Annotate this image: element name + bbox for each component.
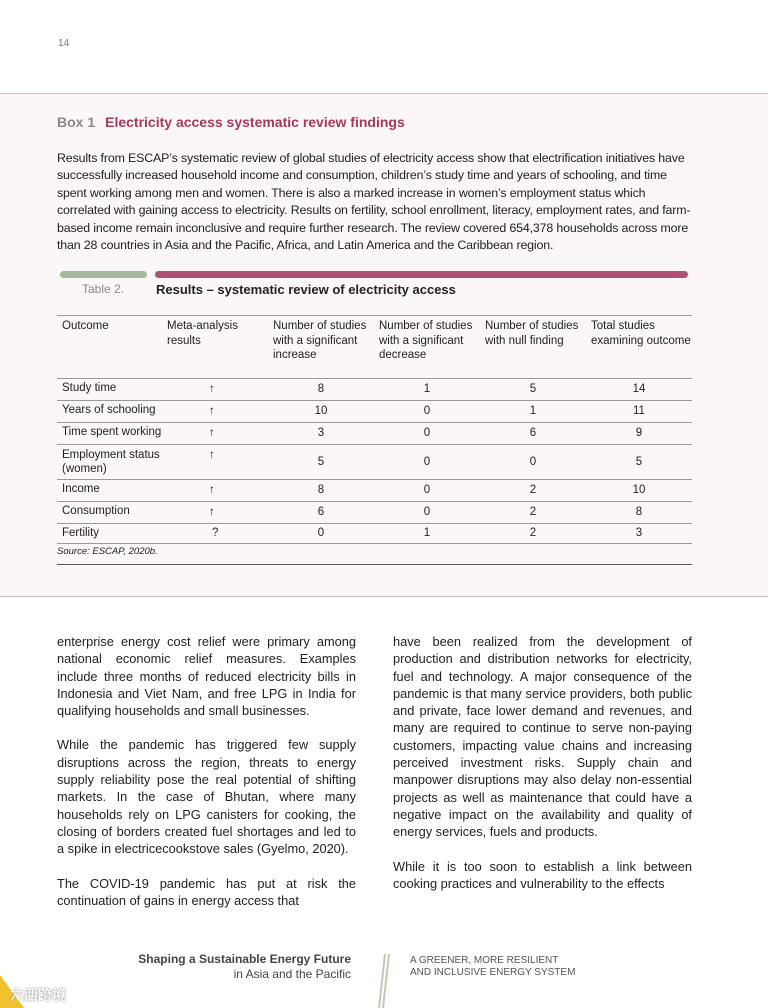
- header-total: Total studies examining outcome: [591, 320, 691, 347]
- cell-null: 2: [529, 484, 537, 496]
- cell-null: 5: [529, 383, 537, 395]
- cell-total: 11: [633, 405, 645, 417]
- table-accent-bar-rose: [155, 271, 688, 278]
- table-row: [57, 445, 692, 479]
- up-arrow-icon: ↑: [209, 427, 215, 439]
- cell-null: 1: [529, 405, 537, 417]
- cell-total: 8: [635, 506, 643, 518]
- cell-total: 5: [635, 456, 643, 468]
- cell-null: 0: [529, 456, 537, 468]
- table-source: Source: ESCAP, 2020b.: [57, 546, 158, 557]
- box-title: Electricity access systematic review findings: [105, 114, 405, 130]
- table-top-rule: [57, 315, 692, 316]
- cell-increase: 0: [317, 527, 325, 539]
- box-heading: [57, 114, 405, 130]
- cell-outcome: Study time: [62, 382, 117, 394]
- table-bottom-rule: [57, 564, 692, 565]
- page-number: 14: [58, 38, 70, 49]
- table-title: Results – systematic review of electricity access: [156, 282, 456, 297]
- up-arrow-icon: ↑: [209, 383, 215, 395]
- body-column-right: [393, 633, 692, 909]
- table-label: Table 2.: [82, 282, 125, 296]
- cell-increase: 5: [317, 456, 325, 468]
- header-decrease: Number of studies with a significant decrease: [379, 320, 473, 362]
- paragraph: While it is too soon to establish a link between cooking practices and vulnerability to the effects: [393, 858, 692, 891]
- footer-section-line1: A GREENER, MORE RESILIENT: [410, 955, 559, 966]
- cell-outcome: Income: [62, 483, 100, 495]
- cell-increase: 10: [314, 405, 328, 417]
- cell-total: 14: [632, 383, 646, 395]
- watermark-text: 六西跨境: [10, 987, 66, 1003]
- cell-null: 6: [529, 427, 537, 439]
- cell-decrease: 0: [423, 456, 431, 468]
- header-meta: Meta-analysis results: [167, 320, 238, 347]
- cell-increase: 3: [317, 427, 325, 439]
- row-divider: [57, 543, 692, 544]
- cell-meta: ?: [212, 527, 219, 539]
- footer-section-title: [410, 955, 575, 979]
- up-arrow-icon: ↑: [209, 449, 215, 461]
- paragraph: While the pandemic has triggered few supply disruptions across the region, threats to energy supply reliability pose the real potential of shifting markets. In the case of Bhutan, where many households rely on LPG canisters for cooking, the closing of borders created fuel shortages and led to a spike in electricecookstove sales (Gyelmo, 2020).: [57, 737, 356, 857]
- cell-increase: 8: [317, 484, 325, 496]
- cell-total: 9: [635, 427, 643, 439]
- cell-null: 2: [529, 506, 537, 518]
- header-outcome: Outcome: [62, 320, 109, 332]
- cell-decrease: 1: [423, 527, 431, 539]
- table-accent-bar-green: [60, 271, 147, 278]
- table-row: [57, 423, 692, 445]
- cell-null: 2: [529, 527, 537, 539]
- up-arrow-icon: ↑: [209, 405, 215, 417]
- table-row: [57, 480, 692, 502]
- box-label: Box 1: [57, 114, 96, 130]
- paragraph: The COVID-19 pandemic has put at risk the continuation of gains in energy access that: [57, 875, 356, 908]
- cell-outcome: Consumption: [62, 505, 130, 517]
- table-row: [57, 524, 692, 543]
- cell-decrease: 1: [423, 383, 431, 395]
- cell-decrease: 0: [423, 484, 431, 496]
- cell-decrease: 0: [423, 427, 431, 439]
- cell-outcome: Employment status (women): [62, 449, 160, 475]
- header-null: Number of studies with null finding: [485, 320, 579, 347]
- footer-publication-title: [120, 952, 351, 982]
- up-arrow-icon: ↑: [209, 484, 215, 496]
- header-increase: Number of studies with a significant increase: [273, 320, 367, 362]
- cell-outcome: Fertility: [62, 527, 100, 539]
- cell-increase: 6: [317, 506, 325, 518]
- watermark: [0, 975, 110, 1008]
- table-row: [57, 379, 692, 401]
- cell-decrease: 0: [423, 405, 431, 417]
- footer-title-line1: Shaping a Sustainable Energy Future: [138, 952, 351, 966]
- footer-section-line2: AND INCLUSIVE ENERGY SYSTEM: [410, 967, 576, 978]
- box-body-text: Results from ESCAP’s systematic review of global studies of electricity access show that electrification initiatives have successfully increased household income and consumption, children’s study time and years of schooling, and time spent working among men and women. There is also a marked increase in women’s employment status which correlated with gaining access to electricity. Results on fertility, school enrollment, literacy, employment rates, and farm-based income remain inconclusive and require further research. The review covered 654,378 households across more than 28 countries in Asia and the Pacific, Africa, and Latin America and the Caribbean region.: [57, 151, 691, 253]
- cell-total: 10: [632, 484, 646, 496]
- table-row: [57, 502, 692, 524]
- cell-total: 3: [635, 527, 643, 539]
- footer-title-line2: in Asia and the Pacific: [233, 967, 351, 981]
- table-row: [57, 401, 692, 423]
- body-column-left: [57, 633, 356, 926]
- cell-outcome: Time spent working: [62, 426, 162, 438]
- cell-increase: 8: [317, 383, 325, 395]
- cell-decrease: 0: [423, 506, 431, 518]
- up-arrow-icon: ↑: [209, 506, 215, 518]
- footer-divider-icon: [374, 952, 392, 1008]
- paragraph: enterprise energy cost relief were primary among national economic relief measures. Examples include three months of reduced electricity bills in Indonesia and Viet Nam, and free LPG in India for qualifying households and small businesses.: [57, 634, 356, 719]
- cell-outcome: Years of schooling: [62, 404, 156, 416]
- paragraph: have been realized from the development of production and distribution networks for electricity, fuel and technology. A major consequence of the pandemic is that many service providers, both public and private, face lower demand and revenues, and many are required to continue to serve non-paying customers, impacting value chains and increasing perceived investment risks. Supply chain and manpower disruptions may also delay non-essential projects as well as maintenance that could have a negative impact on the availability and quality of energy services, fuels and products.: [393, 634, 692, 840]
